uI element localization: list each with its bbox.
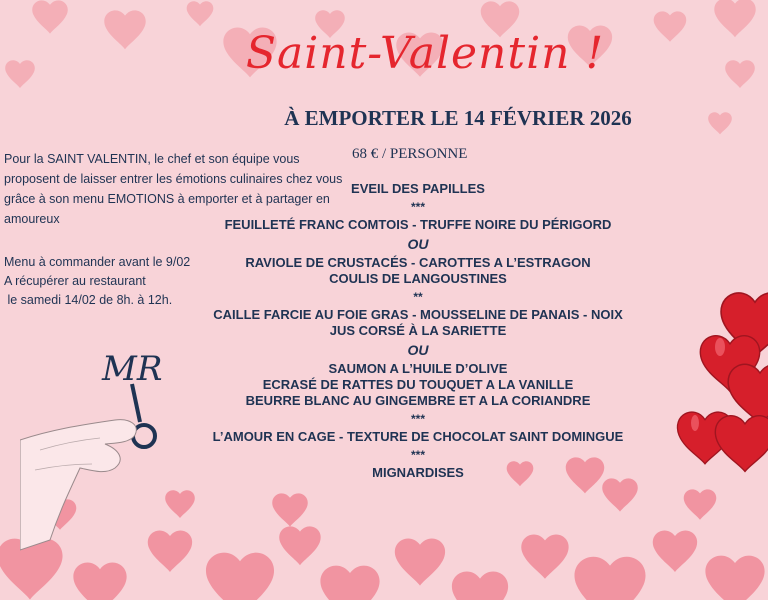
menu-mignardises: MIGNARDISES [372, 465, 464, 480]
menu-list [180, 181, 656, 481]
page-subtitle: À EMPORTER LE 14 FÉVRIER 2026 [284, 106, 632, 130]
page-title: Saint-Valentin ! [245, 28, 605, 79]
menu-separator: *** [410, 448, 425, 462]
menu-starter-b-line1: RAVIOLE DE CRUSTACÉS - CAROTTES A L’ESTRAGON [245, 255, 591, 270]
pickup-time: le samedi 14/02 de 8h. à 12h. [4, 293, 173, 307]
menu-course-eveil: EVEIL DES PAPILLES [351, 181, 485, 196]
hand-holding-key-icon [20, 340, 220, 570]
intro-text: Pour la SAINT VALENTIN, le chef et son équipe vous proposent de laisser entrer les émotions culinaires chez vous grâce à son menu EMOTIONS à emporter et à partager en amoureux [4, 152, 343, 226]
menu-or: OU [407, 236, 429, 252]
menu-main-b-line2: ECRASÉ DE RATTES DU TOUQUET A LA VANILLE [262, 377, 574, 392]
menu-separator: ** [413, 290, 423, 304]
price-label: 68 € / PERSONNE [352, 146, 468, 162]
menu-separator: *** [410, 412, 425, 426]
menu-main-a-line2: JUS CORSÉ À LA SARIETTE [329, 323, 507, 338]
menu-main-b-line3: BEURRE BLANC AU GINGEMBRE ET A LA CORIANDRE [245, 393, 591, 408]
menu-separator: *** [410, 200, 425, 214]
menu-main-b-line1: SAUMON A L’HUILE D’OLIVE [328, 361, 508, 376]
menu-or: OU [407, 342, 429, 358]
order-deadline: Menu à commander avant le 9/02 [4, 255, 191, 269]
heart-balloon-icon [660, 285, 768, 495]
logo-monogram: MR [102, 349, 163, 389]
menu-starter-b-line2: COULIS DE LANGOUSTINES [329, 271, 507, 286]
menu-dessert: L’AMOUR EN CAGE - TEXTURE DE CHOCOLAT SAINT DOMINGUE [212, 429, 624, 444]
pickup-location: A récupérer au restaurant [4, 274, 146, 288]
menu-starter-a: FEUILLETÉ FRANC COMTOIS - TRUFFE NOIRE DU PÉRIGORD [224, 217, 612, 232]
menu-main-a-line1: CAILLE FARCIE AU FOIE GRAS - MOUSSELINE DE PANAIS - NOIX [213, 307, 623, 322]
